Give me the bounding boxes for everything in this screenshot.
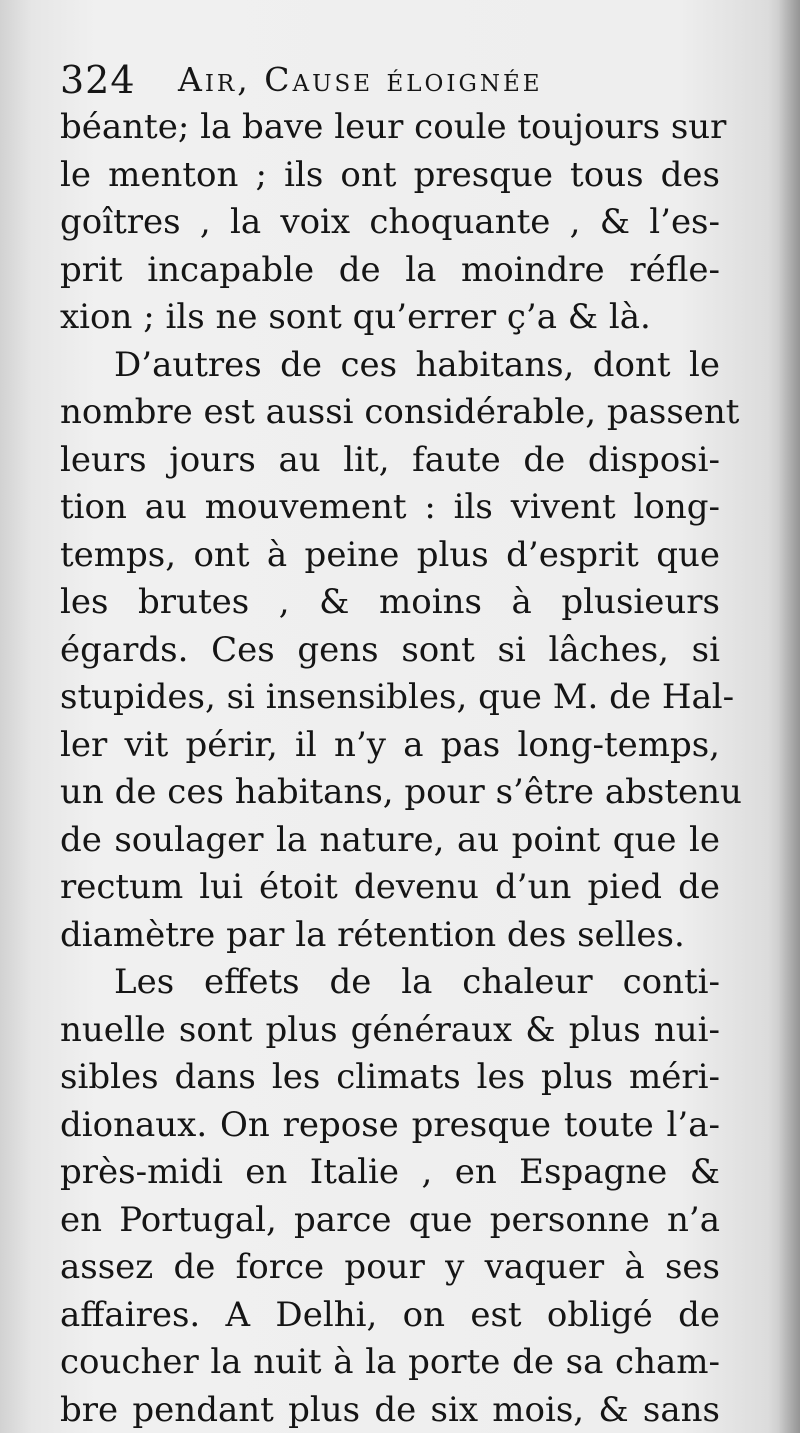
text-line: temps, ont à peine plus d’esprit que [60, 534, 720, 575]
text-line: dionaux. On repose presque toute l’a- [60, 1104, 720, 1145]
text-line: tion au mouvement : ils vivent long- [60, 487, 720, 527]
text-line: prit incapable de la moindre réfle- [60, 249, 720, 290]
text-line: les brutes , & moins à plusieurs [60, 582, 720, 622]
text-line: béante; la bave leur coule toujours sur [60, 107, 727, 147]
paragraph-first-line: D’autres de ces habitans, dont le [114, 344, 720, 385]
text-line: affaires. A Delhi, on est obligé de [60, 1294, 720, 1335]
text-line: près-midi en Italie , en Espagne & [60, 1152, 720, 1192]
text-line: rectum lui étoit devenu d’un pied de [60, 867, 720, 907]
page-number: 324 [60, 58, 136, 102]
text-line: leurs jours au lit, faute de disposi- [60, 439, 720, 480]
text-line: nombre est aussi considérable, passent [60, 392, 740, 432]
text-line: le menton ; ils ont presque tous des [60, 154, 720, 195]
text-line: ler vit périr, il n’y a pas long-temps, [60, 724, 720, 765]
body-text [60, 104, 742, 1433]
page-edge-shadow [778, 0, 800, 1433]
running-title: Air, Cause éloignée [178, 60, 543, 99]
text-line: coucher la nuit à la porte de sa cham- [60, 1342, 720, 1382]
text-line: nuelle sont plus généraux & plus nui- [60, 1009, 720, 1050]
paragraph-first-line: Les effets de la chaleur conti- [114, 962, 720, 1002]
text-line: de soulager la nature, au point que le [60, 819, 720, 860]
text-line: égards. Ces gens sont si lâches, si [60, 629, 720, 670]
text-line: bre pendant plus de six mois, & sans [60, 1389, 720, 1430]
text-line: assez de force pour y vaquer à ses [60, 1247, 720, 1287]
text-line: goîtres , la voix choquante , & l’es- [60, 202, 720, 242]
text-line: stupides, si insensibles, que M. de Hal- [60, 677, 735, 717]
text-line: sibles dans les climats les plus méri- [60, 1057, 720, 1097]
text-line: diamètre par la rétention des selles. [60, 914, 685, 955]
text-line: xion ; ils ne sont qu’errer ç’a & là. [60, 297, 651, 337]
text-line: un de ces habitans, pour s’être abstenu [60, 772, 742, 812]
text-line: en Portugal, parce que personne n’a [60, 1199, 720, 1240]
running-head [60, 58, 740, 108]
